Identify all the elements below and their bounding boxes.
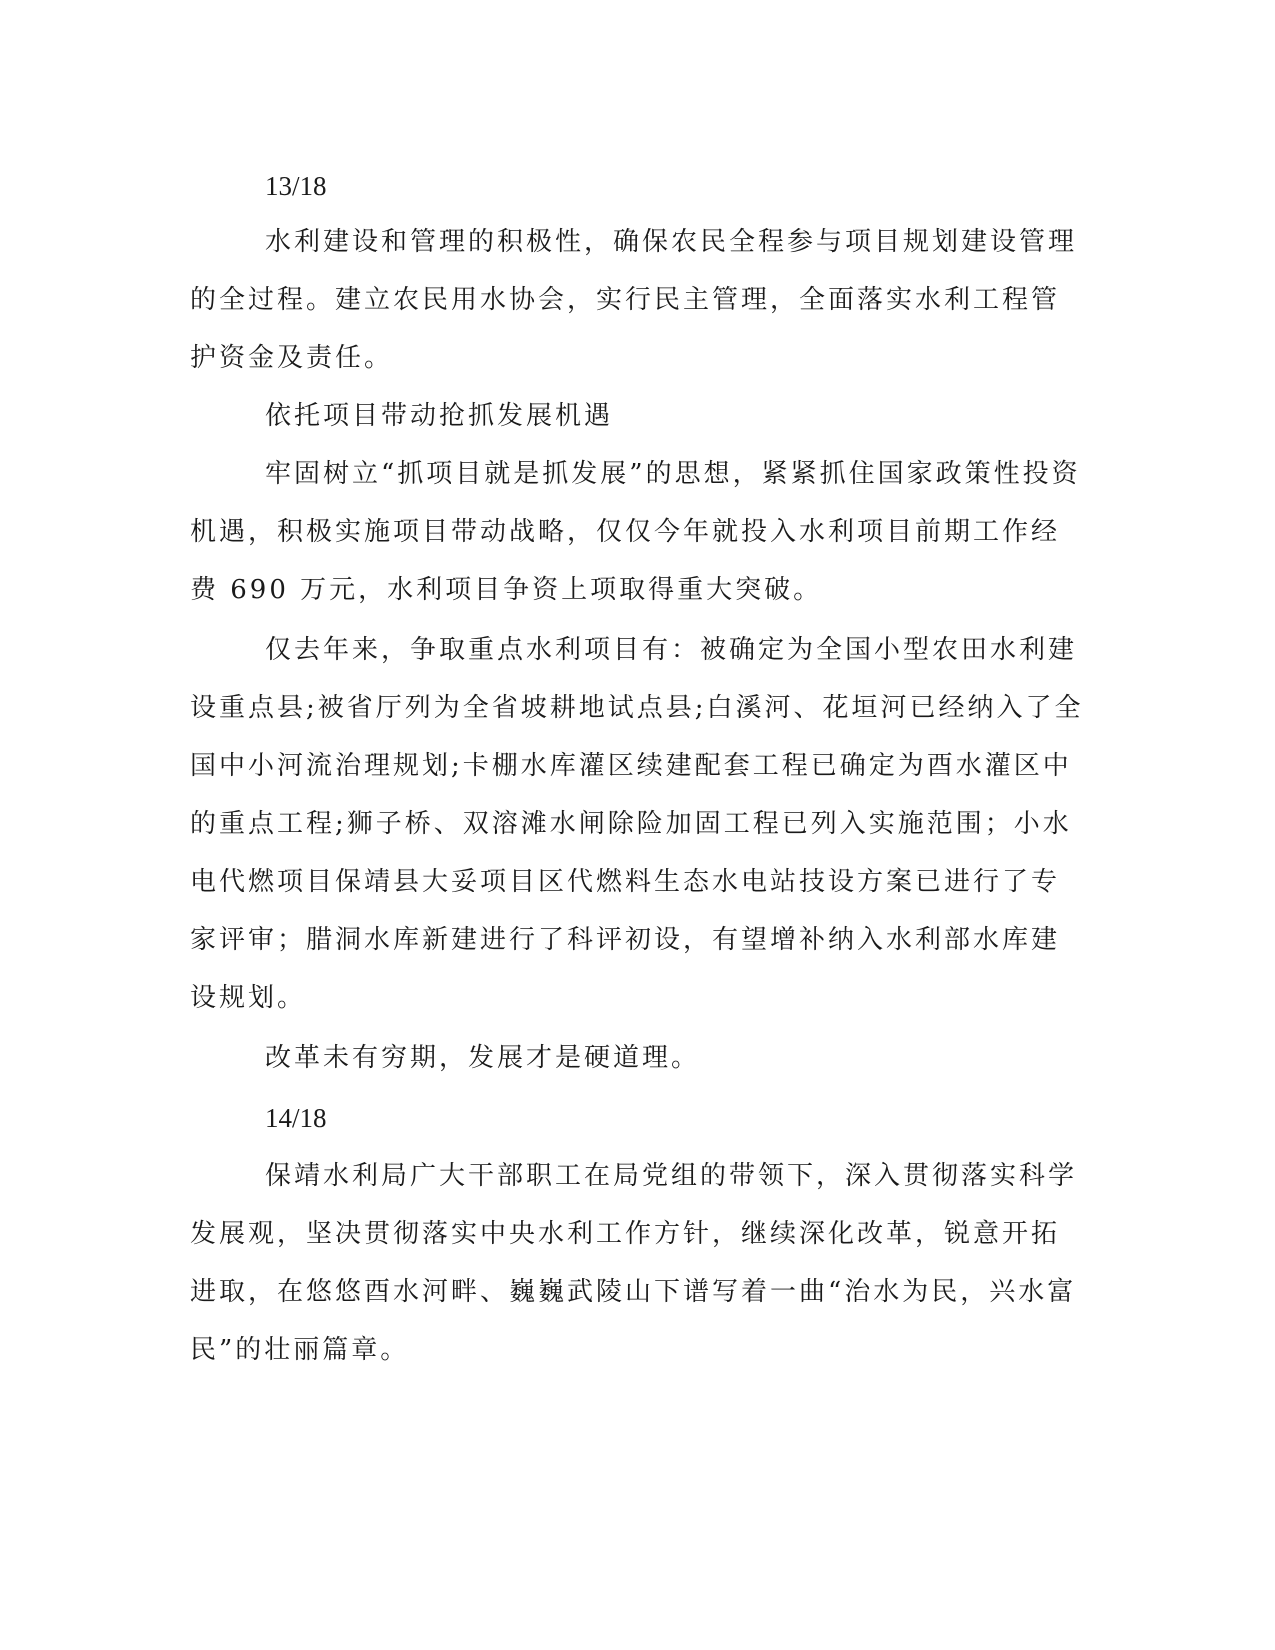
paragraph-line: 护资金及责任。: [190, 343, 394, 373]
paragraph-line: 电代燃项目保靖县大妥项目区代燃料生态水电站技设方案已进行了专: [190, 867, 1061, 897]
paragraph-line: 保靖水利局广大干部职工在局党组的带领下，深入贯彻落实科学: [265, 1161, 1078, 1191]
paragraph-line: 设规划。: [190, 983, 307, 1013]
paragraph-line: 改革未有穷期，发展才是硬道理。: [265, 1043, 701, 1073]
page-number: 14/18: [265, 1103, 327, 1133]
paragraph-line: 的重点工程;狮子桥、双溶滩水闸除险加固工程已列入实施范围；小水: [190, 809, 1072, 839]
paragraph-line: 的全过程。建立农民用水协会，实行民主管理，全面落实水利工程管: [190, 285, 1061, 315]
paragraph-line: 牢固树立“抓项目就是抓发展”的思想，紧紧抓住国家政策性投资: [265, 459, 1081, 489]
paragraph-line: 费 690 万元，水利项目争资上项取得重大突破。: [190, 575, 823, 605]
section-heading: 依托项目带动抢抓发展机遇: [265, 401, 614, 431]
paragraph-line: 民”的壮丽篇章。: [190, 1335, 410, 1365]
page-number: 13/18: [265, 171, 327, 201]
paragraph-line: 仅去年来，争取重点水利项目有：被确定为全国小型农田水利建: [265, 635, 1078, 665]
paragraph-line: 机遇，积极实施项目带动战略，仅仅今年就投入水利项目前期工作经: [190, 517, 1061, 547]
paragraph-line: 水利建设和管理的积极性，确保农民全程参与项目规划建设管理: [265, 227, 1078, 257]
paragraph-line: 家评审；腊洞水库新建进行了科评初设，有望增补纳入水利部水库建: [190, 925, 1061, 955]
paragraph-line: 国中小河流治理规划;卡棚水库灌区续建配套工程已确定为酉水灌区中: [190, 751, 1072, 781]
paragraph-line: 发展观，坚决贯彻落实中央水利工作方针，继续深化改革，锐意开拓: [190, 1219, 1061, 1249]
paragraph-line: 设重点县;被省厅列为全省坡耕地试点县;白溪河、花垣河已经纳入了全: [190, 693, 1084, 723]
paragraph-line: 进取，在悠悠酉水河畔、巍巍武陵山下谱写着一曲“治水为民，兴水富: [190, 1277, 1077, 1307]
